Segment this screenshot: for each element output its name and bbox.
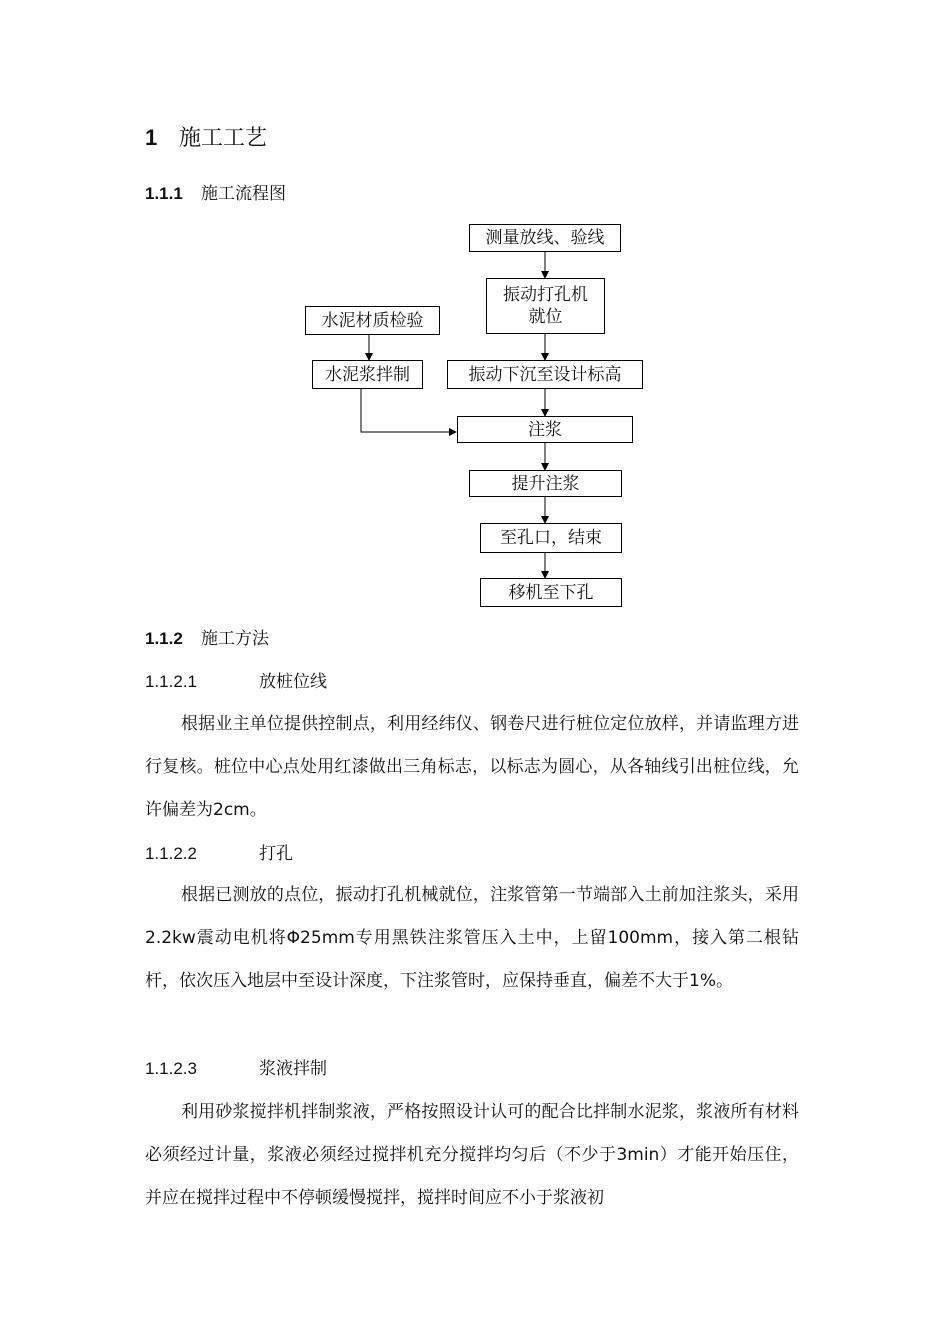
flowchart-connectors [0,0,950,620]
flow-box-survey: 测量放线、验线 [469,224,621,252]
chapter-number: 1 [145,125,158,150]
subsection-heading-1 [145,669,327,695]
subsection-heading-3 [145,1056,327,1082]
section-number: 1.1.2 [145,629,183,648]
subsection-number: 1.1.2.3 [145,1059,197,1078]
subsection-title: 打孔 [259,844,293,864]
subsection-number: 1.1.2.2 [145,844,197,863]
subsection-heading-2 [145,841,293,867]
flow-box-lift-grouting: 提升注浆 [469,470,622,497]
chapter-title: 施工工艺 [179,126,268,151]
paragraph-drilling: 根据已测放的点位，振动打孔机械就位，注浆管第一节端部入土前加注浆头，采用2.2kw震动电机将Φ25mm专用黑铁注浆管压入土中，上留100mm，接入第二根钻杆，依次压入地层中至设计深度，下注浆管时，应保持垂直，偏差不大于1%。 [145,885,799,991]
flow-box-cement-check: 水泥材质检验 [305,306,440,335]
section-number: 1.1.1 [145,184,183,203]
section-title: 施工方法 [201,629,269,649]
section-title: 施工流程图 [201,184,286,204]
subsection-title: 浆液拌制 [259,1059,327,1079]
subsection-number: 1.1.2.1 [145,672,197,691]
paragraph-stake-layout: 根据业主单位提供控制点，利用经纬仪、钢卷尺进行桩位定位放样，并请监理方进行复核。桩位中心点处用红漆做出三角标志，以标志为圆心，从各轴线引出桩位线，允许偏差为2cm。 [145,714,799,820]
flow-box-move: 移机至下孔 [480,578,622,607]
flow-box-sink: 振动下沉至设计标高 [447,360,643,389]
subsection-title: 放桩位线 [259,672,327,692]
flow-box-slurry-mix: 水泥浆拌制 [312,360,423,389]
flow-box-grouting: 注浆 [457,416,633,443]
paragraph-slurry-mixing: 利用砂浆搅拌机拌制浆液，严格按照设计认可的配合比拌制水泥浆，浆液所有材料必须经过计量，浆液必须经过搅拌机充分搅拌均匀后（不少于3min）才能开始压住，并应在搅拌过程中不停顿缓慢搅拌，搅拌时间应不小于浆液初 [145,1102,799,1208]
flow-box-rig-position: 振动打孔机就位 [486,278,605,334]
flow-box-end: 至孔口，结束 [480,523,622,553]
section-heading-method [145,626,269,652]
arrow-mix-to-grouting [361,389,456,432]
